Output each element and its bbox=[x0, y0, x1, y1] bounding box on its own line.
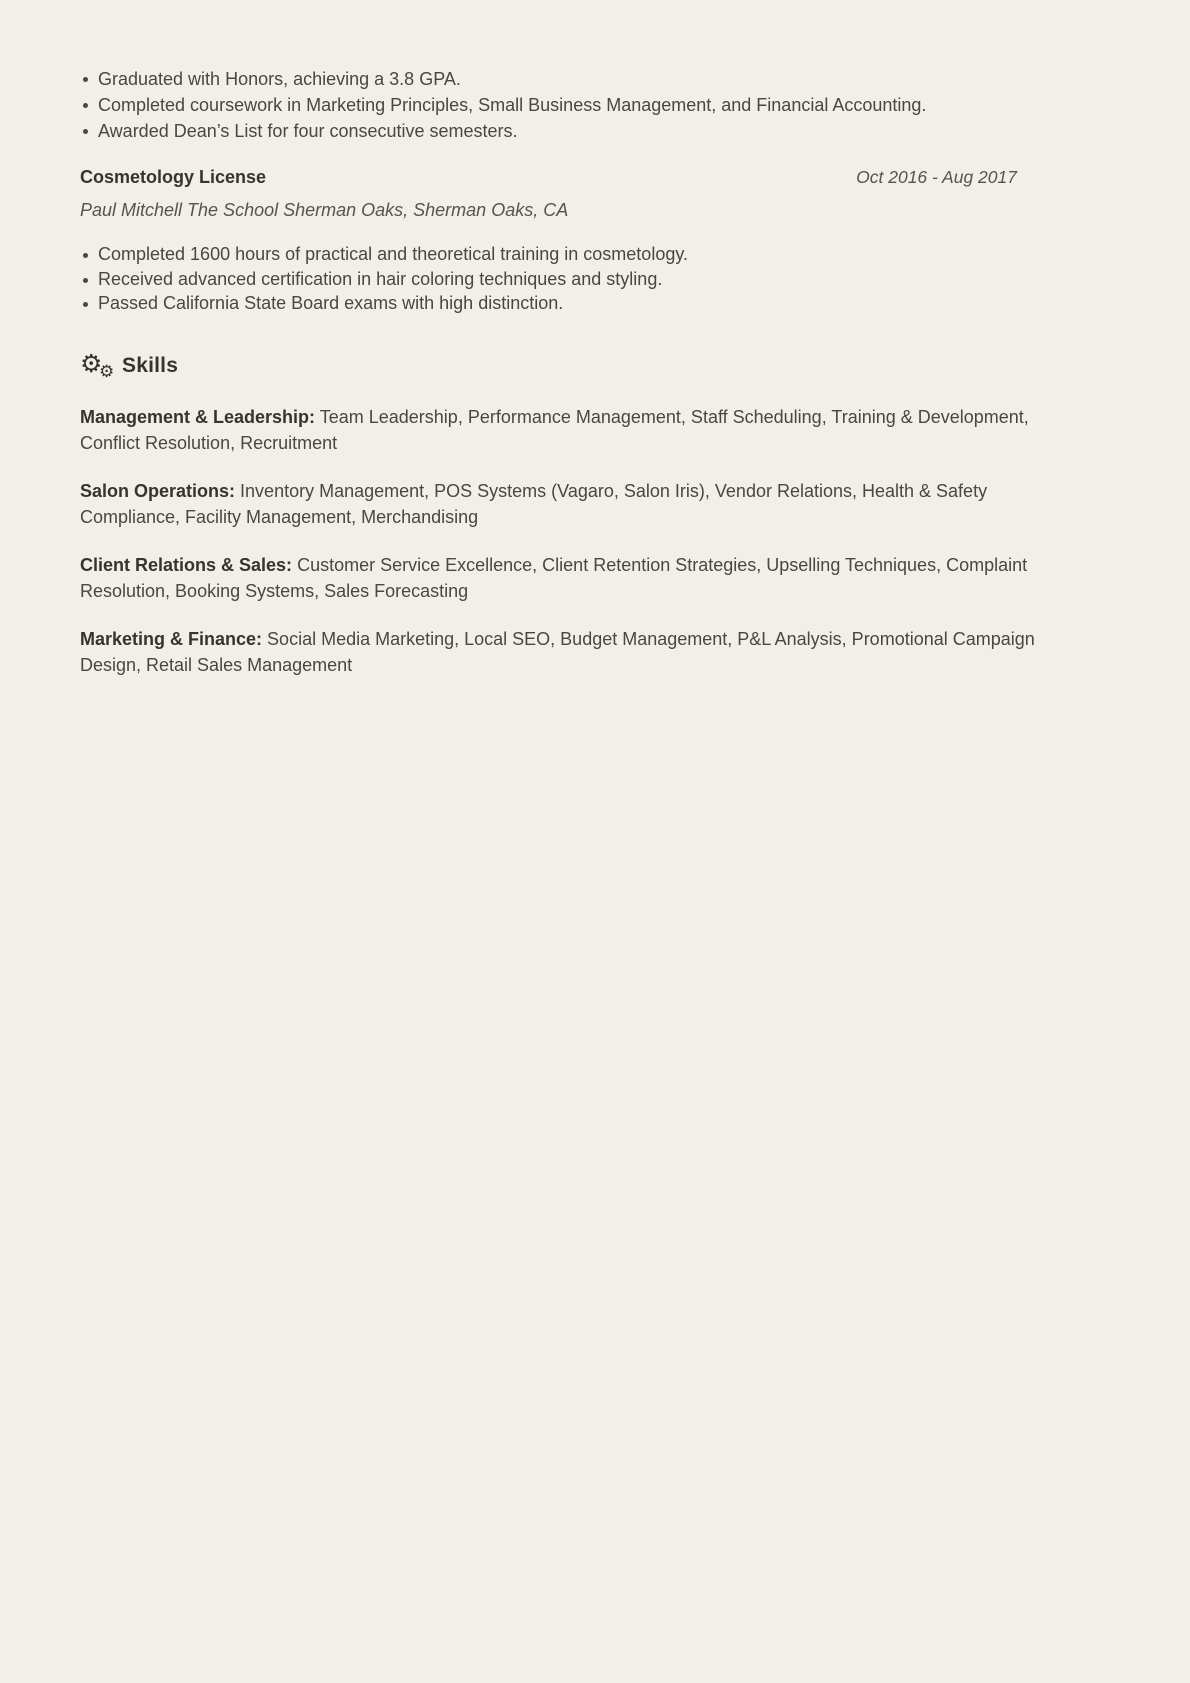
entry-title: Cosmetology License bbox=[80, 167, 267, 187]
skill-group bbox=[80, 391, 1090, 456]
skill-group-text: Customer Service Excellence, Client Retention Strategies, Upselling Techniques, Complaint Resolution, Booking Systems, Sales Forecasting bbox=[80, 554, 1028, 601]
bullet-text: Awarded Dean’s List for four consecutive semesters. bbox=[98, 121, 518, 141]
skills-section-header bbox=[80, 350, 1110, 382]
skill-group-label: Client Relations & Sales: bbox=[80, 554, 293, 575]
bullet-text: Graduated with Honors, achieving a 3.8 GPA. bbox=[98, 69, 461, 89]
skills-section-title: Skills bbox=[122, 353, 179, 377]
bullet-text: Completed 1600 hours of practical and theoretical training in cosmetology. bbox=[98, 244, 689, 264]
bullet-item bbox=[80, 92, 1110, 118]
bullet-text: Received advanced certification in hair coloring techniques and styling. bbox=[98, 268, 663, 289]
gear-icon: ⚙ bbox=[99, 361, 115, 382]
skill-group-text: Inventory Management, POS Systems (Vagaro, Salon Iris), Vendor Relations, Health & Safety Compliance, Facility Management, Merchandising bbox=[80, 480, 988, 527]
bullet-item bbox=[80, 66, 1110, 92]
bullet-text: Completed coursework in Marketing Principles, Small Business Management, and Financial Accounting. bbox=[98, 95, 927, 115]
skill-group-label: Management & Leadership: bbox=[80, 406, 316, 427]
skill-group-text: Social Media Marketing, Local SEO, Budget Management, P&L Analysis, Promotional Campaign Design, Retail Sales Management bbox=[80, 628, 1035, 675]
skills-gears-icon bbox=[80, 350, 122, 382]
skill-group bbox=[80, 465, 1090, 530]
entry-dates: Oct 2016 - Aug 2017 bbox=[856, 167, 1017, 187]
bullet-item bbox=[80, 267, 1110, 292]
skill-group-label: Marketing & Finance: bbox=[80, 628, 263, 649]
skill-group-label: Salon Operations: bbox=[80, 480, 236, 501]
entry-school: Paul Mitchell The School Sherman Oaks, Sherman Oaks, CA bbox=[80, 200, 569, 220]
gear-icon: ⚙ bbox=[80, 348, 103, 378]
entry-bullet-list bbox=[80, 242, 1110, 316]
skill-group bbox=[80, 539, 1090, 604]
education-bullet-list bbox=[80, 66, 1110, 144]
bullet-text: Passed California State Board exams with high distinction. bbox=[98, 293, 564, 313]
bullet-item bbox=[80, 118, 1110, 144]
bullet-item bbox=[80, 242, 1110, 267]
skill-group-text: Team Leadership, Performance Management, Staff Scheduling, Training & Development, Conflict Resolution, Recruitment bbox=[80, 406, 1029, 453]
bullet-item bbox=[80, 291, 1110, 316]
skill-group bbox=[80, 613, 1090, 678]
entry-header bbox=[80, 165, 1110, 189]
